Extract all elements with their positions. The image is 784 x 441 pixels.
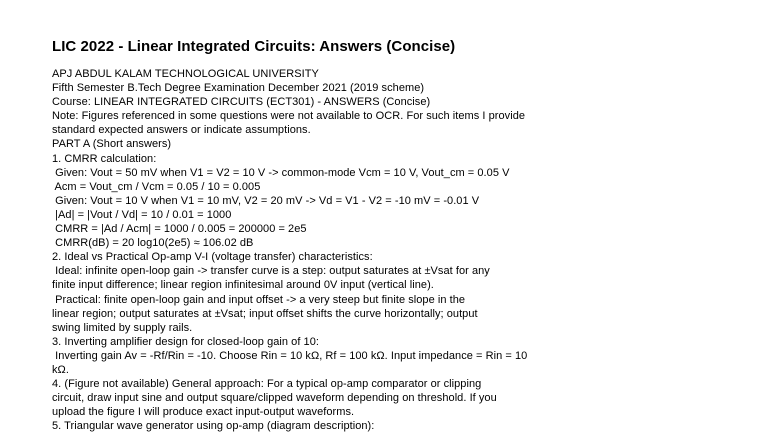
text-line: Given: Vout = 10 V when V1 = 10 mV, V2 = 20 mV -> Vd = V1 - V2 = -10 mV = -0.01 V <box>52 194 480 207</box>
text-line: Acm = Vout_cm / Vcm = 0.05 / 10 = 0.005 <box>52 180 261 193</box>
text-line: upload the figure I will produce exact input-output waveforms. <box>52 406 355 419</box>
text-line: APJ ABDUL KALAM TECHNOLOGICAL UNIVERSITY <box>52 68 319 80</box>
text-line: CMRR = |Ad / Acm| = 1000 / 0.005 = 200000 = 2e5 <box>52 223 307 236</box>
section-heading: PART A (Short answers) <box>52 138 172 151</box>
text-line: circuit, draw input sine and output square/clipped waveform depending on threshold. If you <box>52 392 497 405</box>
text-line: Note: Figures referenced in some questions were not available to OCR. For such items I provide <box>52 110 526 123</box>
text-line: Given: Vout = 50 mV when V1 = V2 = 10 V -> common-mode Vcm = 10 V, Vout_cm = 0.05 V <box>52 166 510 179</box>
question-heading: 1. CMRR calculation: <box>52 152 157 165</box>
text-line: finite input difference; linear region infinitesimal around 0V input (vertical line). <box>52 279 434 292</box>
question-heading: 5. Triangular wave generator using op-amp (diagram description): <box>52 420 375 433</box>
text-line: Practical: finite open-loop gain and input offset -> a very steep but finite slope in the <box>52 293 466 306</box>
text-line: swing limited by supply rails. <box>52 321 193 334</box>
text-line: Fifth Semester B.Tech Degree Examination December 2021 (2019 scheme) <box>52 82 425 95</box>
text-line: Course: LINEAR INTEGRATED CIRCUITS (ECT301) - ANSWERS (Concise) <box>52 96 431 109</box>
document-body <box>52 67 772 433</box>
question-heading: 4. (Figure not available) General approach: For a typical op-amp comparator or clipping <box>52 378 482 391</box>
document-title: LIC 2022 - Linear Integrated Circuits: Answers (Concise) <box>52 38 456 55</box>
text-line: |Ad| = |Vout / Vd| = 10 / 0.01 = 1000 <box>52 208 232 221</box>
text-line: CMRR(dB) = 20 log10(2e5) ≈ 106.02 dB <box>52 237 254 250</box>
text-line: linear region; output saturates at ±Vsat; input offset shifts the curve horizontally; output <box>52 307 478 320</box>
question-heading: 3. Inverting amplifier design for closed-loop gain of 10: <box>52 335 319 348</box>
question-heading: 2. Ideal vs Practical Op-amp V-I (voltage transfer) characteristics: <box>52 251 373 264</box>
text-line: standard expected answers or indicate assumptions. <box>52 124 311 137</box>
text-line: kΩ. <box>52 363 69 376</box>
text-line: Ideal: infinite open-loop gain -> transfer curve is a step: output saturates at ±Vsat for any <box>52 265 490 278</box>
text-line: Inverting gain Av = -Rf/Rin = -10. Choose Rin = 10 kΩ, Rf = 100 kΩ. Input impedance = Rin = 10 <box>52 349 528 362</box>
